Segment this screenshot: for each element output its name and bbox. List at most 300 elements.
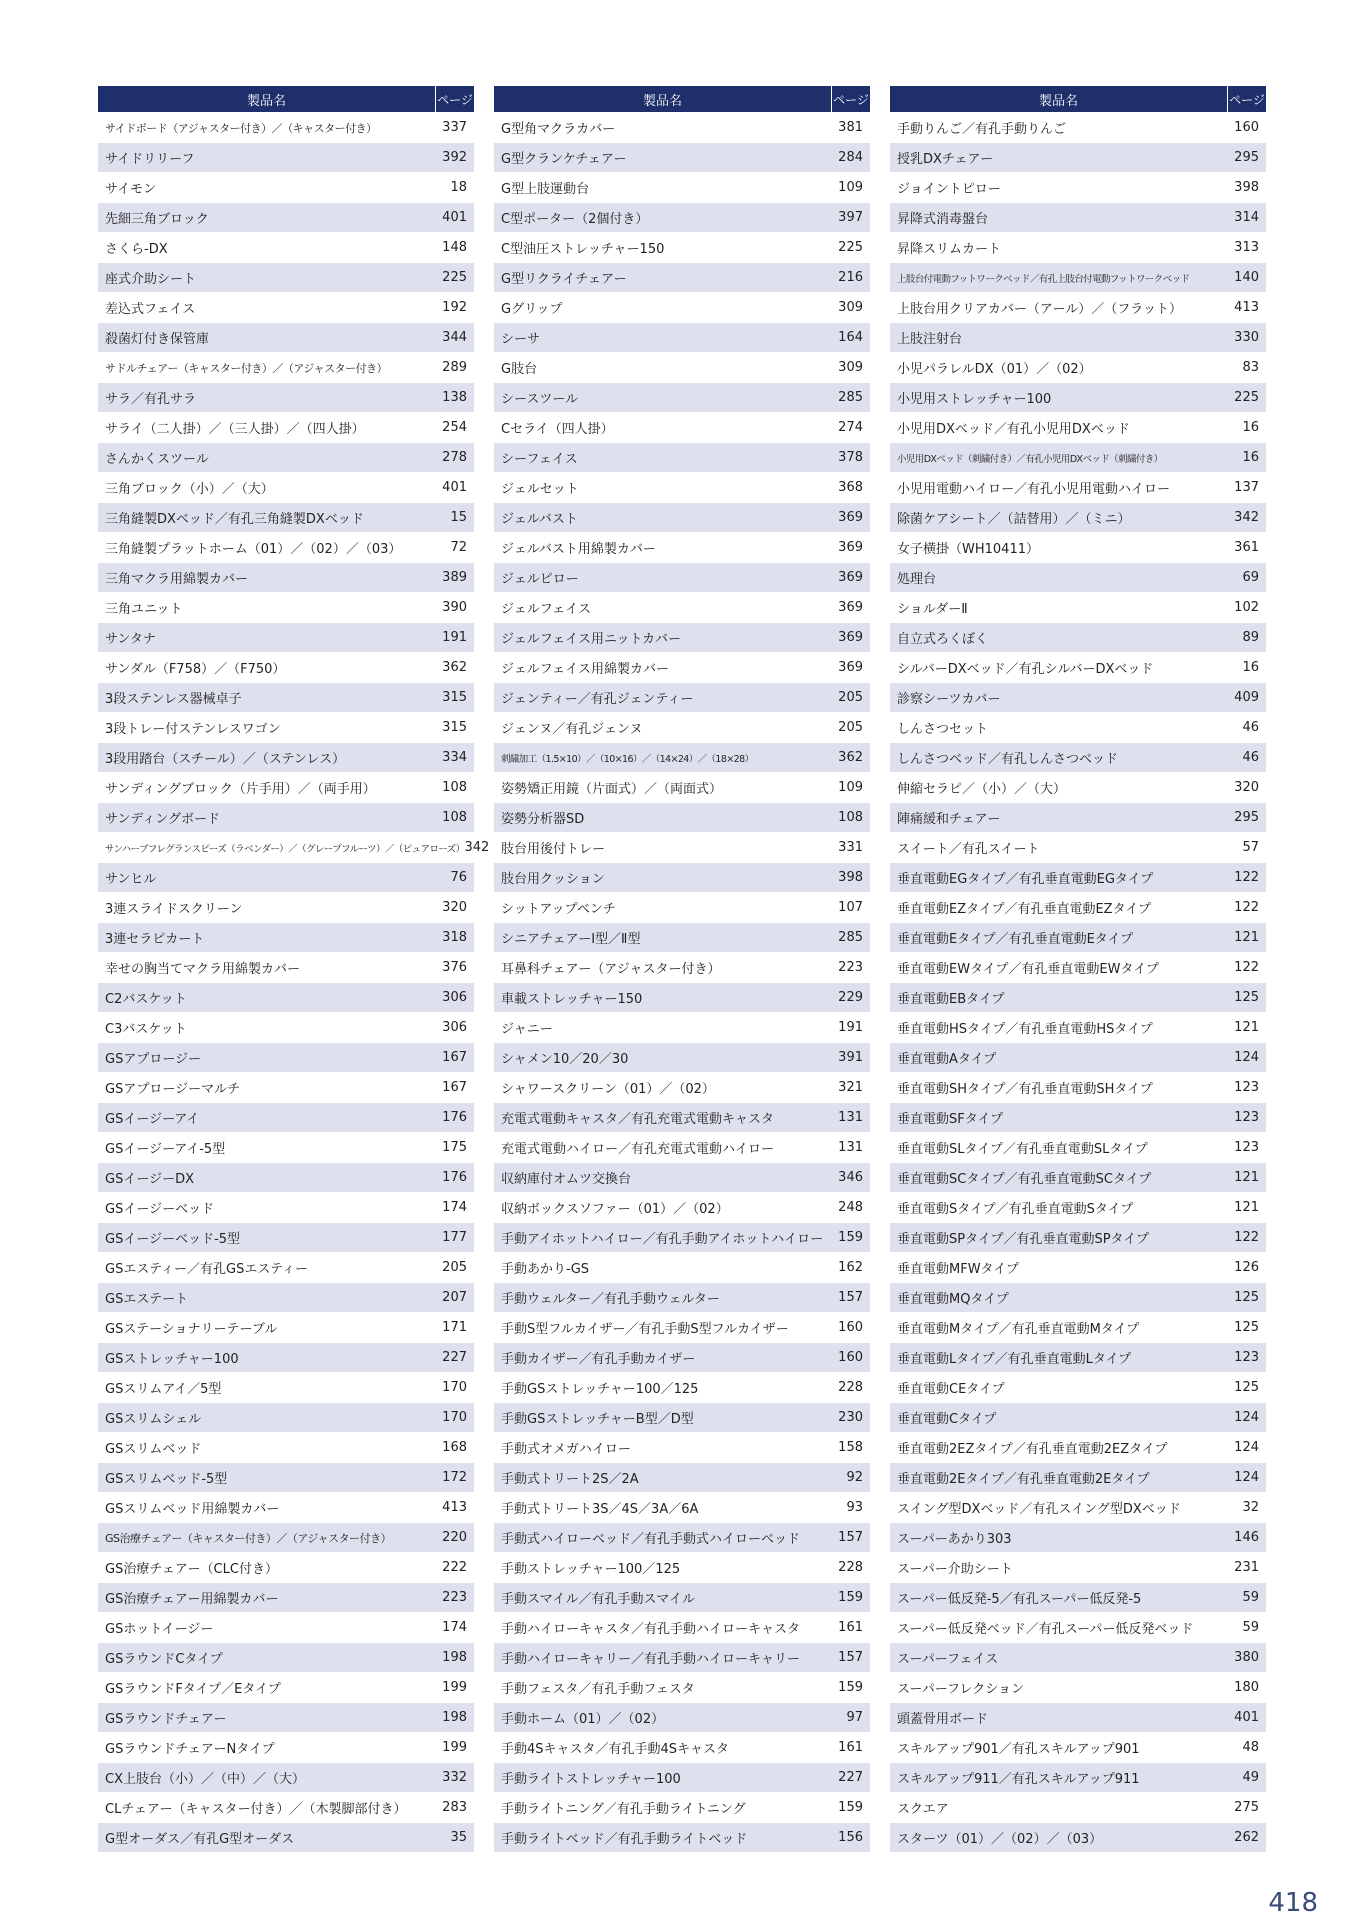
table-row <box>494 1163 870 1193</box>
page-ref: 122 <box>1234 900 1259 915</box>
page-ref: 160 <box>838 1350 863 1365</box>
page-ref: 109 <box>838 780 863 795</box>
table-row <box>494 563 870 593</box>
table-row <box>494 1403 870 1433</box>
table-row <box>98 353 474 383</box>
product-name: 垂直電動EBタイプ <box>897 992 1005 1007</box>
table-row <box>890 1163 1266 1193</box>
product-name: スーパー低反発-5／有孔スーパー低反発-5 <box>897 1592 1142 1607</box>
page-ref: 76 <box>450 870 467 885</box>
product-name: ジェルフェイス用ニットカバー <box>501 632 682 647</box>
page-ref: 92 <box>846 1470 863 1485</box>
table-row <box>98 623 474 653</box>
page-ref: 369 <box>838 660 863 675</box>
product-name: GSイージーアイ <box>105 1112 200 1127</box>
page-ref: 172 <box>442 1470 467 1485</box>
table-row <box>890 743 1266 773</box>
table-row <box>98 1103 474 1133</box>
table-row <box>494 113 870 143</box>
page-ref: 320 <box>442 900 467 915</box>
page-ref: 125 <box>1234 990 1259 1005</box>
page-ref: 295 <box>1234 810 1259 825</box>
table-row <box>890 1703 1266 1733</box>
page-ref: 18 <box>450 180 467 195</box>
page-ref: 362 <box>838 750 863 765</box>
page-ref: 121 <box>1234 1020 1259 1035</box>
page-ref: 369 <box>838 600 863 615</box>
page-ref: 397 <box>838 210 863 225</box>
table-row <box>98 833 490 863</box>
page-ref: 278 <box>442 450 467 465</box>
product-name: 三角縫製プラットホーム（01）／（02）／（03） <box>105 542 402 557</box>
table-row <box>494 1463 870 1493</box>
page-ref: 93 <box>846 1500 863 1515</box>
table-row <box>98 113 474 143</box>
table-row <box>494 473 870 503</box>
page-ref: 123 <box>1234 1080 1259 1095</box>
page-ref: 48 <box>1242 1740 1259 1755</box>
product-name: 手動4Sキャスタ／有孔手動4Sキャスタ <box>501 1742 730 1757</box>
product-name: 小児パラレルDX（01）／（02） <box>897 362 1092 377</box>
table-row <box>98 1823 474 1853</box>
header-page: ページ <box>1227 86 1266 112</box>
table-row <box>890 713 1266 743</box>
page-ref: 413 <box>442 1500 467 1515</box>
page-ref: 167 <box>442 1080 467 1095</box>
table-row <box>494 623 870 653</box>
table-row <box>494 173 870 203</box>
header-product-name: 製品名 <box>246 93 286 109</box>
product-name: 上肢台用クリアカバー（アール）／（フラット） <box>897 302 1182 317</box>
product-name: 昇降式消毒盤台 <box>897 212 989 227</box>
page-ref: 108 <box>838 810 863 825</box>
page-ref: 175 <box>442 1140 467 1155</box>
page-ref: 205 <box>838 690 863 705</box>
page-ref: 108 <box>442 810 467 825</box>
page-ref: 126 <box>1234 1260 1259 1275</box>
product-name: 3段トレー付ステンレスワゴン <box>105 722 281 737</box>
page-ref: 289 <box>442 360 467 375</box>
page-ref: 390 <box>442 600 467 615</box>
page-ref: 369 <box>838 540 863 555</box>
table-row <box>890 293 1266 323</box>
page-ref: 306 <box>442 990 467 1005</box>
table-row <box>98 683 474 713</box>
table-row <box>890 1463 1266 1493</box>
product-name: 上肢台付電動フットワークベッド／有孔上肢台付電動フットワークベッド <box>897 273 1190 285</box>
table-row <box>890 473 1266 503</box>
table-row <box>98 1193 474 1223</box>
page-ref: 274 <box>838 420 863 435</box>
table-row <box>890 233 1266 263</box>
product-name: ジェンヌ／有孔ジェンヌ <box>501 722 643 737</box>
product-name: 処理台 <box>897 572 937 587</box>
product-name: ジェンティー／有孔ジェンティー <box>501 692 694 707</box>
product-name: 手動カイザー／有孔手動カイザー <box>501 1352 696 1367</box>
page-ref: 69 <box>1242 570 1259 585</box>
product-name: 姿勢分析器SD <box>501 812 585 827</box>
page-ref: 168 <box>442 1440 467 1455</box>
product-name: 小児用電動ハイロー／有孔小児用電動ハイロー <box>897 482 1171 497</box>
table-row <box>494 143 870 173</box>
product-name: シースツール <box>501 392 579 407</box>
table-row <box>494 1793 870 1823</box>
table-row <box>98 1493 474 1523</box>
table-row <box>98 1133 474 1163</box>
page-ref: 108 <box>442 780 467 795</box>
product-name: GSステーショナリーテーブル <box>105 1322 278 1337</box>
page-ref: 157 <box>838 1530 863 1545</box>
table-row <box>98 473 474 503</box>
page-ref: 346 <box>838 1170 863 1185</box>
product-name: シャメン10／20／30 <box>501 1052 629 1067</box>
product-name: 車載ストレッチャー150 <box>501 992 643 1007</box>
product-name: シットアップベンチ <box>501 902 616 917</box>
product-name: シニアチェアーⅠ型／Ⅱ型 <box>501 932 641 947</box>
product-name: 授乳DXチェアー <box>897 152 994 167</box>
table-row <box>98 1343 474 1373</box>
table-row <box>494 1703 870 1733</box>
page-ref: 16 <box>1242 420 1259 435</box>
product-name: 手動GSストレッチャーB型／D型 <box>501 1412 694 1427</box>
page-ref: 97 <box>846 1710 863 1725</box>
product-name: サラ／有孔サラ <box>105 392 197 407</box>
product-name: 伸縮セラピ／（小）／（大） <box>897 782 1067 797</box>
product-name: GSラウンドCタイプ <box>105 1652 223 1667</box>
product-name: GS治療チェアー（CLC付き） <box>105 1562 278 1577</box>
table-row <box>98 1523 474 1553</box>
table-row <box>890 413 1266 443</box>
product-name: GSエステート <box>105 1292 189 1307</box>
page-ref: 378 <box>838 450 863 465</box>
page-ref: 148 <box>442 240 467 255</box>
page-ref: 309 <box>838 360 863 375</box>
table-row <box>890 683 1266 713</box>
product-name: GSスリムベッド用綿製カバー <box>105 1502 280 1517</box>
page-ref: 220 <box>442 1530 467 1545</box>
table-row <box>494 503 870 533</box>
table-row <box>494 413 870 443</box>
product-name: スーパーフェイス <box>897 1652 999 1667</box>
product-name: 3段ステンレス器械卓子 <box>105 692 242 707</box>
page-ref: 216 <box>838 270 863 285</box>
table-row <box>494 1823 870 1853</box>
table-row <box>98 323 474 353</box>
index-table-1 <box>98 86 490 1853</box>
page-number: 418 <box>1268 1888 1318 1918</box>
page-ref: 369 <box>838 510 863 525</box>
table-row <box>890 1073 1266 1103</box>
page-ref: 199 <box>442 1740 467 1755</box>
table-row <box>98 743 474 773</box>
product-name: CLチェアー（キャスター付き）／（木製脚部付き） <box>105 1802 407 1817</box>
table-row <box>494 953 870 983</box>
page-ref: 159 <box>838 1230 863 1245</box>
product-name: ジャニー <box>501 1022 553 1037</box>
page-ref: 389 <box>442 570 467 585</box>
table-header <box>494 86 870 112</box>
table-row <box>494 893 870 923</box>
table-row <box>890 353 1266 383</box>
page-ref: 309 <box>838 300 863 315</box>
product-name: 耳鼻科チェアー（アジャスター付き） <box>501 962 721 977</box>
product-name: GSホットイージー <box>105 1622 214 1637</box>
page-ref: 321 <box>838 1080 863 1095</box>
table-row <box>494 773 870 803</box>
page-ref: 401 <box>1234 1710 1259 1725</box>
page-ref: 122 <box>1234 870 1259 885</box>
table-row <box>890 1553 1266 1583</box>
product-name: Cセライ（四人掛） <box>501 422 614 437</box>
table-row <box>890 893 1266 923</box>
product-name: 殺菌灯付き保管庫 <box>105 332 210 347</box>
product-name: CX上肢台（小）／（中）／（大） <box>105 1772 305 1787</box>
page-ref: 164 <box>838 330 863 345</box>
product-name: 垂直電動EGタイプ／有孔垂直電動EGタイプ <box>897 872 1154 887</box>
table-row <box>98 1793 474 1823</box>
page-ref: 225 <box>1234 390 1259 405</box>
table-row <box>890 1793 1266 1823</box>
page-ref: 124 <box>1234 1440 1259 1455</box>
page-ref: 275 <box>1234 1800 1259 1815</box>
product-name: サイモン <box>105 182 157 197</box>
table-row <box>890 383 1266 413</box>
page-ref: 180 <box>1234 1680 1259 1695</box>
page-ref: 401 <box>442 480 467 495</box>
page-ref: 121 <box>1234 930 1259 945</box>
product-name: 垂直電動EZタイプ／有孔垂直電動EZタイプ <box>897 902 1151 917</box>
product-name: しんさつベッド／有孔しんさつベッド <box>897 752 1119 767</box>
table-row <box>890 923 1266 953</box>
product-name: GSエスティー／有孔GSエスティー <box>105 1262 309 1277</box>
page-ref: 223 <box>838 960 863 975</box>
page-ref: 46 <box>1242 750 1259 765</box>
product-name: 手動GSストレッチャー100／125 <box>501 1382 699 1397</box>
table-row <box>494 803 870 833</box>
table-row <box>98 383 474 413</box>
table-row <box>890 1193 1266 1223</box>
table-row <box>494 1133 870 1163</box>
page-ref: 228 <box>838 1380 863 1395</box>
table-row <box>494 863 870 893</box>
product-name: 診察シーツカバー <box>897 692 1001 707</box>
page-ref: 295 <box>1234 150 1259 165</box>
product-name: スイート／有孔スイート <box>897 842 1040 857</box>
product-name: 垂直電動Aタイプ <box>897 1052 997 1067</box>
table-row <box>890 1493 1266 1523</box>
table-row <box>890 1733 1266 1763</box>
table-row <box>890 1253 1266 1283</box>
product-name: G型上肢運動台 <box>501 182 590 197</box>
product-name: 先細三角ブロック <box>105 212 209 227</box>
table-row <box>98 1643 474 1673</box>
page-ref: 222 <box>442 1560 467 1575</box>
table-row <box>890 503 1266 533</box>
table-row <box>890 863 1266 893</box>
table-row <box>98 443 474 473</box>
page-ref: 122 <box>1234 1230 1259 1245</box>
page-ref: 46 <box>1242 720 1259 735</box>
page-ref: 376 <box>442 960 467 975</box>
page-ref: 230 <box>838 1410 863 1425</box>
product-name: ショルダーⅡ <box>897 602 968 617</box>
product-name: 垂直電動Lタイプ／有孔垂直電動Lタイプ <box>897 1352 1132 1367</box>
product-name: スーパーあかり303 <box>897 1532 1012 1547</box>
page-ref: 156 <box>838 1830 863 1845</box>
page-ref: 413 <box>1234 300 1259 315</box>
product-name: 充電式電動ハイロー／有孔充電式電動ハイロー <box>501 1142 775 1157</box>
page-ref: 49 <box>1242 1770 1259 1785</box>
page-ref: 170 <box>442 1380 467 1395</box>
index-table-3 <box>890 86 1266 1853</box>
product-name: スーパー介助シート <box>897 1562 1013 1577</box>
page-ref: 330 <box>1234 330 1259 345</box>
page-ref: 89 <box>1242 630 1259 645</box>
product-name: 肢台用後付トレー <box>501 842 606 857</box>
page-ref: 138 <box>442 390 467 405</box>
table-row <box>494 1193 870 1223</box>
table-row <box>890 983 1266 1013</box>
product-name: 垂直電動SPタイプ／有孔垂直電動SPタイプ <box>897 1232 1149 1247</box>
page-ref: 57 <box>1242 840 1259 855</box>
page-ref: 59 <box>1242 1620 1259 1635</box>
page-ref: 391 <box>838 1050 863 1065</box>
product-name: スーパー低反発ベッド／有孔スーパー低反発ベッド <box>897 1622 1194 1637</box>
product-name: サイドリリーフ <box>105 152 195 167</box>
table-row <box>494 983 870 1013</box>
header-page: ページ <box>831 86 870 112</box>
page-ref: 159 <box>838 1680 863 1695</box>
product-name: 小児用DXベッド（刺繍付き）／有孔小児用DXベッド（刺繍付き） <box>897 453 1163 465</box>
table-row <box>890 1103 1266 1133</box>
page-ref: 398 <box>838 870 863 885</box>
page-ref: 401 <box>442 210 467 225</box>
page-ref: 198 <box>442 1710 467 1725</box>
table-row <box>494 1643 870 1673</box>
table-row <box>98 593 474 623</box>
page-ref: 368 <box>838 480 863 495</box>
page-ref: 225 <box>442 270 467 285</box>
product-name: 昇降スリムカート <box>897 242 1002 257</box>
table-row <box>98 1223 474 1253</box>
page-ref: 362 <box>442 660 467 675</box>
product-name: サンディングブロック（片手用）／（両手用） <box>105 782 376 797</box>
table-row <box>494 593 870 623</box>
product-name: G型オーダス／有孔G型オーダス <box>105 1832 295 1847</box>
product-name: サイドボード（アジャスター付き）／（キャスター付き） <box>105 121 377 135</box>
product-name: 垂直電動Cタイプ <box>897 1412 997 1427</box>
page-ref: 254 <box>442 420 467 435</box>
table-row <box>98 1283 474 1313</box>
product-name: スイング型DXベッド／有孔スイング型DXベッド <box>897 1502 1181 1517</box>
product-name: C3バスケット <box>105 1022 187 1037</box>
product-name: GSスリムシェル <box>105 1412 202 1427</box>
product-name: 手動ライトニング／有孔手動ライトニング <box>501 1802 746 1817</box>
page-ref: 131 <box>838 1140 863 1155</box>
page-ref: 124 <box>1234 1050 1259 1065</box>
product-name: しんさつセット <box>897 722 989 737</box>
page-ref: 123 <box>1234 1110 1259 1125</box>
page-ref: 59 <box>1242 1590 1259 1605</box>
product-name: 手動ライトベッド／有孔手動ライトベッド <box>501 1832 748 1847</box>
page-ref: 167 <box>442 1050 467 1065</box>
table-row <box>98 803 474 833</box>
table-row <box>890 773 1266 803</box>
table-row <box>890 653 1266 683</box>
table-row <box>494 1343 870 1373</box>
product-name: 女子横掛（WH10411） <box>897 542 1039 557</box>
table-row <box>494 1583 870 1613</box>
page-ref: 159 <box>838 1800 863 1815</box>
table-row <box>494 1043 870 1073</box>
page-ref: 123 <box>1234 1140 1259 1155</box>
page-ref: 32 <box>1242 1500 1259 1515</box>
product-name: C型ポーター（2個付き） <box>501 212 649 227</box>
page-ref: 231 <box>1234 1560 1259 1575</box>
table-row <box>494 1763 870 1793</box>
page-ref: 121 <box>1234 1200 1259 1215</box>
page-ref: 177 <box>442 1230 467 1245</box>
page-ref: 16 <box>1242 450 1259 465</box>
product-name: 手動式オメガハイロー <box>501 1442 631 1457</box>
page-ref: 227 <box>442 1350 467 1365</box>
page-ref: 161 <box>838 1620 863 1635</box>
table-row <box>890 593 1266 623</box>
table-row <box>494 923 870 953</box>
page-ref: 223 <box>442 1590 467 1605</box>
table-row <box>890 1403 1266 1433</box>
product-name: G型角マクラカバー <box>501 122 616 137</box>
page-ref: 158 <box>838 1440 863 1455</box>
product-name: 充電式電動キャスタ／有孔充電式電動キャスタ <box>501 1112 775 1127</box>
product-name: サンハーブフレグランスピーズ（ラベンダー）／（グレープフルーツ）／（ピュアローズ） <box>105 843 465 855</box>
product-name: 除菌ケアシート／（詰替用）／（ミニ） <box>897 512 1131 527</box>
table-row <box>98 293 474 323</box>
page-ref: 409 <box>1234 690 1259 705</box>
page-ref: 140 <box>1234 270 1259 285</box>
table-row <box>494 233 870 263</box>
product-name: GSイージーアイ-5型 <box>105 1142 226 1157</box>
page-ref: 315 <box>442 690 467 705</box>
table-row <box>494 683 870 713</box>
table-row <box>98 233 474 263</box>
table-row <box>98 1733 474 1763</box>
product-name: Gグリップ <box>501 302 563 317</box>
page-ref: 176 <box>442 1110 467 1125</box>
product-name: 手動ハイローキャリー／有孔手動ハイローキャリー <box>501 1652 801 1667</box>
page-ref: 381 <box>838 120 863 135</box>
product-name: 手動アイホットハイロー／有孔手動アイホットハイロー <box>501 1232 824 1247</box>
product-name: 上肢注射台 <box>897 332 963 347</box>
page-ref: 380 <box>1234 1650 1259 1665</box>
page-ref: 331 <box>838 840 863 855</box>
table-row <box>890 833 1266 863</box>
table-row <box>98 1403 474 1433</box>
page-ref: 225 <box>838 240 863 255</box>
page-ref: 199 <box>442 1680 467 1695</box>
page-ref: 198 <box>442 1650 467 1665</box>
table-row <box>890 623 1266 653</box>
product-name: 垂直電動HSタイプ／有孔垂直電動HSタイプ <box>897 1022 1153 1037</box>
table-row <box>890 1433 1266 1463</box>
table-row <box>890 1673 1266 1703</box>
table-row <box>890 1523 1266 1553</box>
page-ref: 205 <box>442 1260 467 1275</box>
product-name: 手動式トリート2S／2A <box>501 1472 639 1487</box>
page-ref: 124 <box>1234 1470 1259 1485</box>
product-name: GSスリムベッド <box>105 1442 202 1457</box>
page-ref: 171 <box>442 1320 467 1335</box>
